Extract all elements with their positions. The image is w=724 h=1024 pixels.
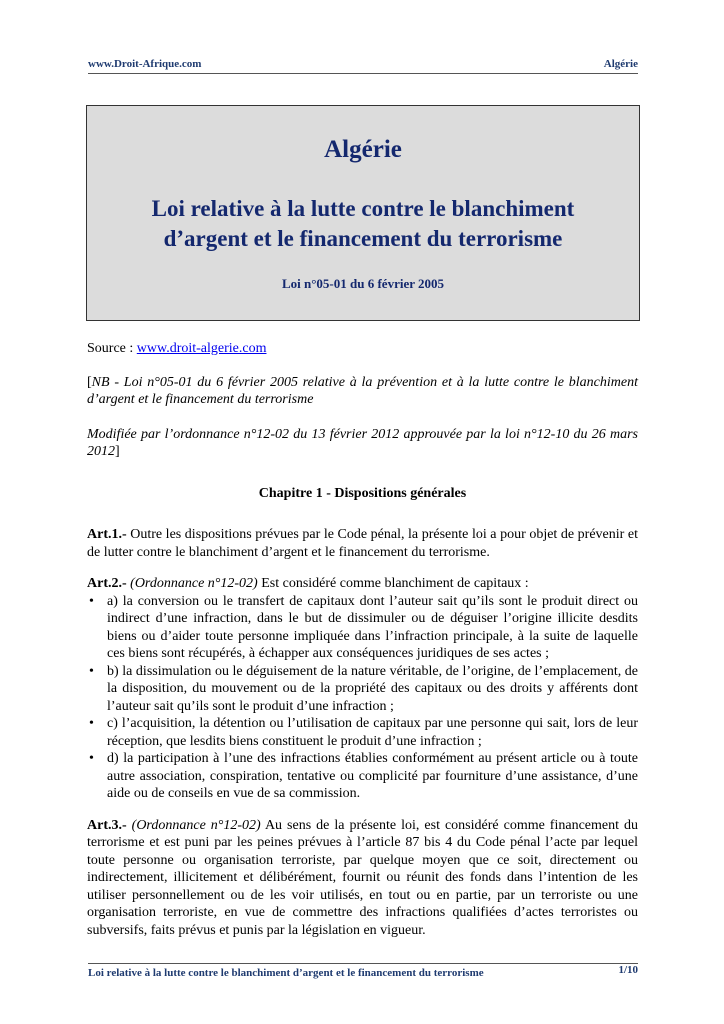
list-item: • a) la conversion ou le transfert de capitaux dont l’auteur sait qu’ils sont le produit direct ou indirect d’une infraction, dans le but de dissimuler ou de déguiser l’origine illicite desdits biens ou d’aider toute personne impliquée dans l’infraction principale, à la suite de laquelle ces biens sont récupérés, à échapper aux conséquences juridiques de ses actes ; xyxy=(87,593,638,663)
art1-label: Art.1.- xyxy=(87,527,127,542)
page-footer xyxy=(88,963,638,979)
chapter-heading: Chapitre 1 - Dispositions générales xyxy=(258,485,467,501)
title-country: Algérie xyxy=(324,136,402,163)
source-label: Source : xyxy=(87,341,137,356)
nb-open-bracket: [ xyxy=(87,374,92,390)
document-body xyxy=(87,340,638,939)
art2-ordonnance: (Ordonnance n°12-02) xyxy=(126,576,258,591)
list-item: • b) la dissimulation ou le déguisement de la nature véritable, de l’origine, de l’emplacement, de la disposition, du mouvement ou de la propriété des capitaux ou des droits y afférents dont l’auteur sait qu’ils sont le produit d’une infraction ; xyxy=(87,663,638,716)
nb-close-bracket: ] xyxy=(115,444,120,459)
art2-label: Art.2.- xyxy=(87,576,127,591)
art2-text: Est considéré comme blanchiment de capitaux : xyxy=(257,576,529,591)
source-line xyxy=(87,340,638,358)
page-header xyxy=(88,58,638,74)
article-1 xyxy=(87,526,638,561)
nb-note xyxy=(87,374,638,409)
source-link[interactable]: www.droit-algerie.com xyxy=(136,341,267,356)
article-2 xyxy=(87,575,638,593)
list-item: • d) la participation à l’une des infractions établies conformément au présent article ou à toute autre association, conspiration, tentative ou complicité par fourniture d’une assistance, d’une aide ou de conseils en vue de sa commission. xyxy=(87,750,638,803)
art3-ordonnance: (Ordonnance n°12-02) xyxy=(126,817,261,833)
title-line-1: Loi relative à la lutte contre le blanchiment xyxy=(151,196,575,221)
law-reference: Loi n°05-01 du 6 février 2005 xyxy=(281,276,445,291)
document-title xyxy=(87,194,639,254)
title-line-2: d’argent et le financement du terrorisme xyxy=(163,226,563,251)
article-3 xyxy=(87,817,638,940)
art2-list xyxy=(87,593,638,803)
page-number: 1/10 xyxy=(618,964,638,976)
art1-text: Outre les dispositions prévues par le Code pénal, la présente loi a pour objet de prévenir et de lutter contre le blanchiment d’argent et le financement du terrorisme. xyxy=(87,527,638,560)
art3-text: Au sens de la présente loi, est considéré comme financement du terrorisme et est puni par les peines prévues à l’article 87 bis 4 du Code pénal l’acte par lequel toute personne ou organisation terroriste, par quelque moyen que ce soit, directement ou indirectement, illicitement et délibérément, fournit ou réunit des fonds dans l’intention de les utiliser personnellement ou de les voir utilisés, en tout ou en partie, par un terroriste ou une organisation terroriste, en vue de commettre des infractions qualifiées d’actes terroristes ou subversifs, faits prévus et punis par la législation en vigueur. xyxy=(87,817,638,938)
art3-label: Art.3.- xyxy=(87,817,127,833)
title-box xyxy=(86,105,640,321)
modification-note xyxy=(87,426,638,461)
modification-text: Modifiée par l’ordonnance n°12-02 du 13 février 2012 approuvée par la loi n°12-10 du 26 mars 2012 xyxy=(87,426,638,459)
nb-text: NB - Loi n°05-01 du 6 février 2005 relative à la prévention et à la lutte contre le blanchiment d’argent et le financement du terrorisme xyxy=(87,374,638,407)
header-site[interactable]: www.Droit-Afrique.com xyxy=(88,58,202,70)
list-item: • c) l’acquisition, la détention ou l’utilisation de capitaux par une personne qui sait, lors de leur réception, que lesdits biens constituent le produit d’une infraction ; xyxy=(87,715,638,750)
footer-title: Loi relative à la lutte contre le blanchiment d’argent et le financement du terrorisme xyxy=(88,967,484,979)
header-country: Algérie xyxy=(603,58,638,70)
